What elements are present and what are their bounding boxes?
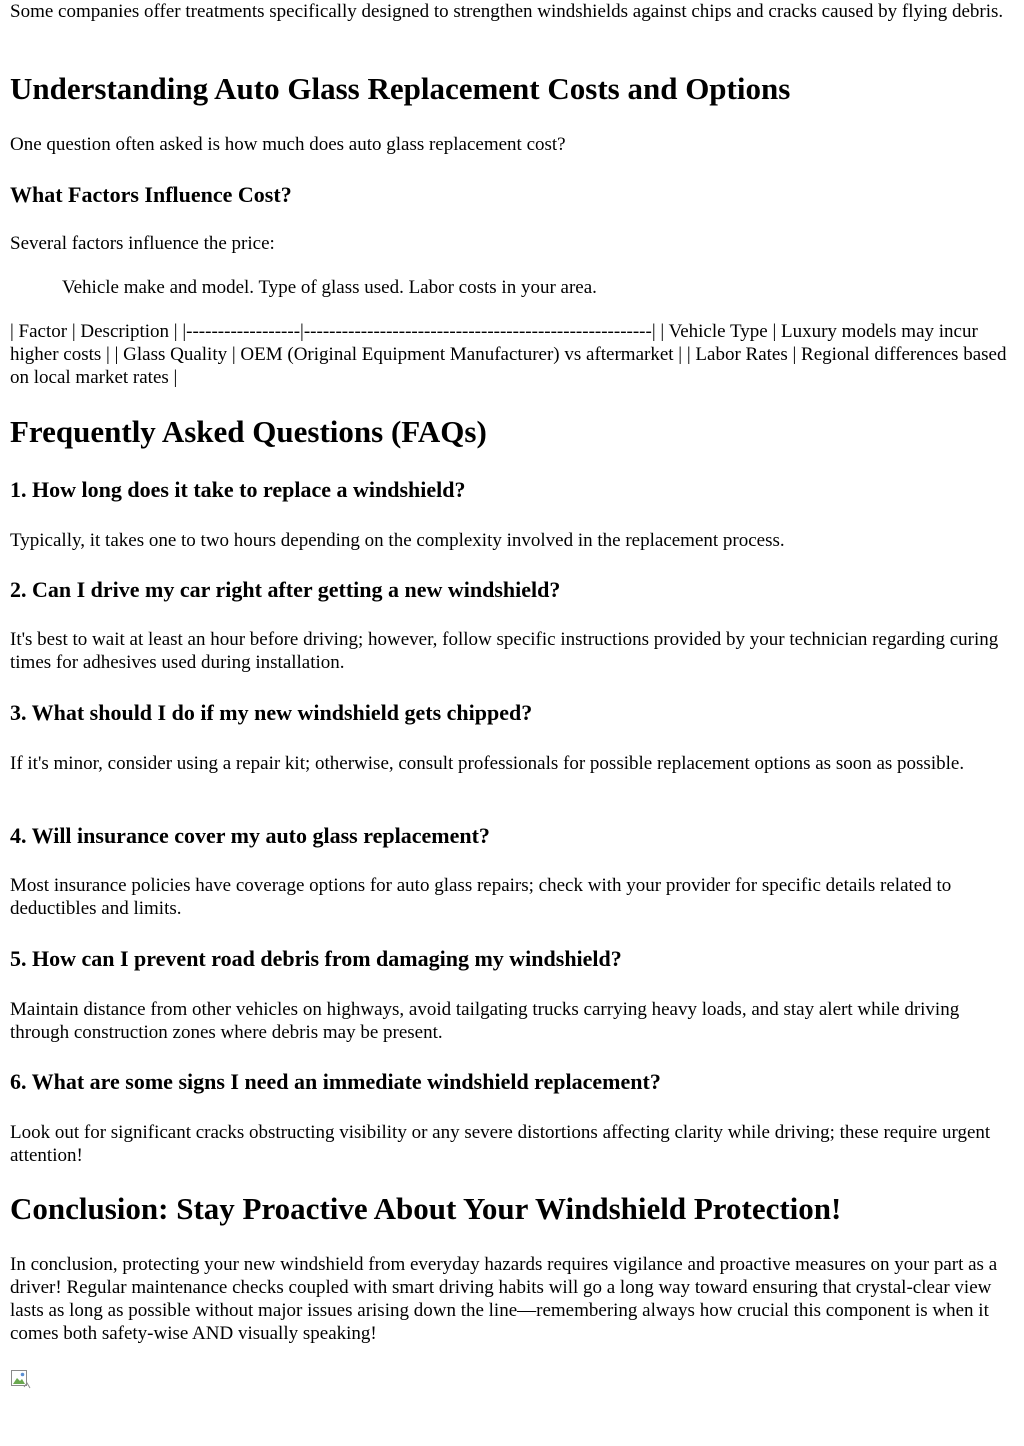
faq-question-2: 2. Can I drive my car right after getting a new windshield?: [10, 577, 561, 602]
faq-answer-4: Most insurance policies have coverage options for auto glass repairs; check with your provider for specific details related to deductibles and limits.: [10, 875, 952, 919]
broken-image-icon: [10, 1369, 32, 1391]
faq-question-3: 3. What should I do if my new windshield gets chipped?: [10, 700, 533, 725]
faq-answer-5: Maintain distance from other vehicles on highways, avoid tailgating trucks carrying heavy loads, and stay alert while driving through construction zones where debris may be present.: [10, 999, 960, 1043]
faq-answer-1: Typically, it takes one to two hours depending on the complexity involved in the replacement process.: [10, 530, 785, 551]
faq-heading: Frequently Asked Questions (FAQs): [10, 414, 487, 449]
factors-intro-paragraph: Several factors influence the price:: [10, 233, 275, 254]
faq-answer-6: Look out for significant cracks obstructing visibility or any severe distortions affecting clarity while driving; these require urgent attention!: [10, 1122, 991, 1166]
faq-question-6: 6. What are some signs I need an immediate windshield replacement?: [10, 1069, 661, 1094]
factors-heading: What Factors Influence Cost?: [10, 182, 292, 207]
cost-question-paragraph: One question often asked is how much does auto glass replacement cost?: [10, 134, 566, 155]
raw-factor-table-text: | Factor | Description | |------------------|-------------------------------------------------------| | Vehicle Type | Luxury models may incur higher costs | | Glass Quality | OEM (Original Equipment Manufacturer) vs aftermarket | | Labor Rates | Regional differences based on local market rates |: [10, 321, 1007, 388]
costs-heading: Understanding Auto Glass Replacement Costs and Options: [10, 71, 791, 106]
conclusion-paragraph: In conclusion, protecting your new windshield from everyday hazards requires vigilance and proactive measures on your part as a driver! Regular maintenance checks coupled with smart driving habits will go a long way toward ensuring that crystal-clear view lasts as long as possible without major issues arising down the line—remembering always how crucial this component is when it comes both safety-wise AND visually speaking!: [10, 1254, 998, 1344]
faq-question-4: 4. Will insurance cover my auto glass replacement?: [10, 823, 490, 848]
conclusion-heading: Conclusion: Stay Proactive About Your Windshield Protection!: [10, 1191, 842, 1226]
faq-question-1: 1. How long does it take to replace a windshield?: [10, 477, 466, 502]
faq-answer-2: It's best to wait at least an hour before driving; however, follow specific instructions provided by your technician regarding curing times for adhesives used during installation.: [10, 629, 999, 673]
factors-list-blockquote: Vehicle make and model. Type of glass used. Labor costs in your area.: [62, 277, 597, 298]
faq-answer-3: If it's minor, consider using a repair kit; otherwise, consult professionals for possible replacement options as soon as possible.: [10, 753, 965, 774]
faq-question-5: 5. How can I prevent road debris from damaging my windshield?: [10, 946, 622, 971]
intro-tail-paragraph: Some companies offer treatments specifically designed to strengthen windshields against chips and cracks caused by flying debris.: [10, 1, 1004, 22]
